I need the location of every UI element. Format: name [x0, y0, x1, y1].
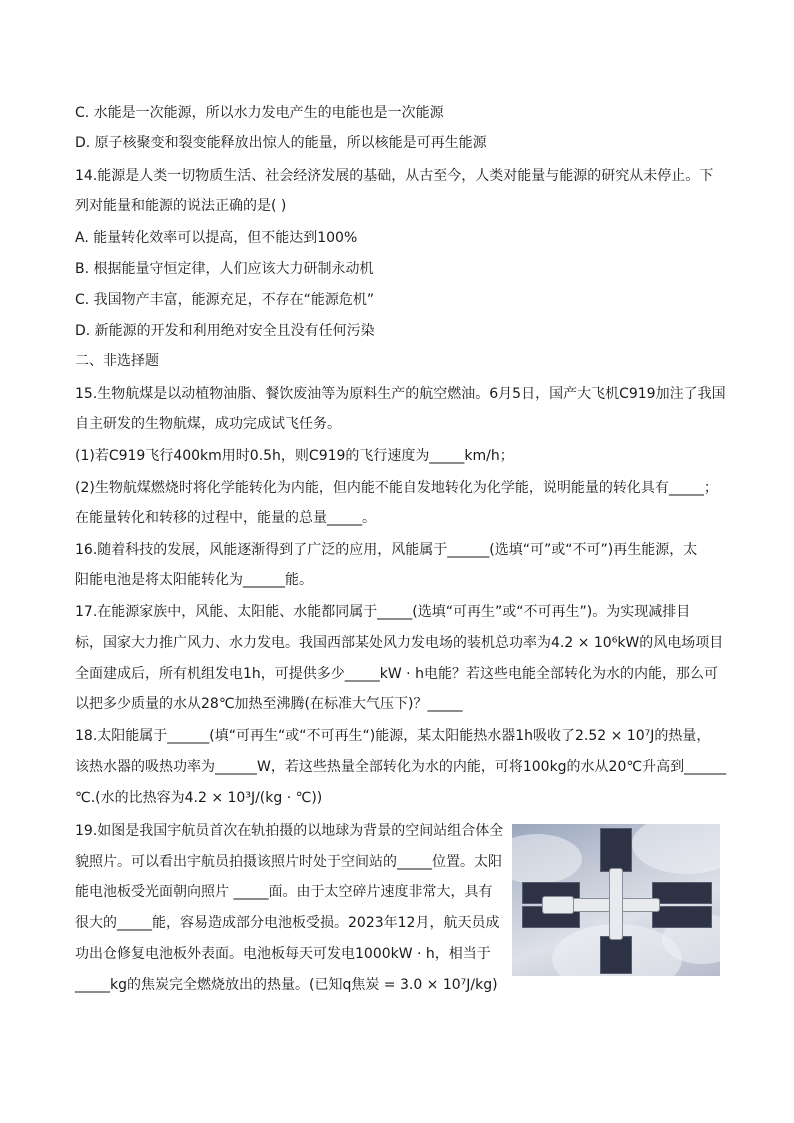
- question-15-stem: 15.生物航煤是以动植物油脂、餐饮废油等为原料生产的航空燃油。6月5日，国产大飞机C919加注了我国: [75, 386, 726, 402]
- solar-panel: [600, 936, 632, 974]
- text-line: 貌照片。可以看出宇航员拍摄该照片时处于空间站的_____位置。太阳: [75, 854, 502, 870]
- space-station-photo: [512, 824, 720, 976]
- solar-panel: [652, 906, 712, 928]
- text-line: 列对能量和能源的说法正确的是( ): [75, 198, 287, 214]
- solar-panel: [652, 882, 712, 904]
- solar-panel: [600, 828, 632, 872]
- option-a: A. 能量转化效率可以提高，但不能达到100%: [75, 230, 358, 246]
- text-line: 标，国家大力推广风力、水力发电。我国西部某处风力发电场的装机总功率为4.2 × 10⁶kW的风电场项目: [75, 635, 724, 651]
- text-line: 很大的_____能，容易造成部分电池板受损。2023年12月，航天员成: [75, 915, 500, 931]
- option-d: D. 新能源的开发和利用绝对安全且没有任何污染: [75, 323, 375, 339]
- text-line: 自主研发的生物航煤，成功完成试飞任务。: [75, 416, 341, 432]
- text-line: C. 水能是一次能源，所以水力发电产生的电能也是一次能源: [75, 105, 444, 121]
- text-line: ℃.(水的比热容为4.2 × 10³J/(kg · ℃)): [75, 790, 323, 806]
- text-line: 全面建成后，所有机组发电1h，可提供多少_____kW · h电能？若这些电能全部转化为水的内能，那么可: [75, 666, 718, 682]
- option-c: C. 我国物产丰富，能源充足，不存在“能源危机”: [75, 292, 375, 308]
- text-line: (1)若C919飞行400km用时0.5h，则C919的飞行速度为_____km/h；: [75, 448, 514, 464]
- text-line: (2)生物航煤燃烧时将化学能转化为内能，但内能不能自发地转化为化学能，说明能量的转化具有_____；: [75, 480, 718, 496]
- text-line: 阳能电池是将太阳能转化为______能。: [75, 572, 313, 588]
- text-line: 以把多少质量的水从28℃加热至沸腾(在标准大气压下)？_____: [75, 696, 463, 712]
- text-line: 能电池板受光面朝向照片 _____面。由于太空碎片速度非常大，具有: [75, 884, 493, 900]
- text-line: 功出仓修复电池板外表面。电池板每天可发电1000kW · h，相当于: [75, 946, 491, 962]
- text-line: D. 原子核聚变和裂变能释放出惊人的能量，所以核能是可再生能源: [75, 135, 487, 151]
- question-17-stem: 17.在能源家族中，风能、太阳能、水能都同属于_____(选填“可再生”或“不可再生”)。为实现减排目: [75, 604, 691, 620]
- text-line: 在能量转化和转移的过程中，能量的总量_____。: [75, 510, 376, 526]
- option-b: B. 根据能量守恒定律，人们应该大力研制永动机: [75, 261, 374, 277]
- text-line: _____kg的焦炭完全燃烧放出的热量。(已知q焦炭 = 3.0 × 10⁷J/kg): [75, 977, 498, 993]
- section-heading: 二、非选择题: [75, 353, 159, 369]
- question-19-stem: 19.如图是我国宇航员首次在轨拍摄的以地球为背景的空间站组合体全: [75, 823, 504, 839]
- question-16-stem: 16.随着科技的发展，风能逐渐得到了广泛的应用，风能属于______(选填“可”或“不可”)再生能源，太: [75, 542, 698, 558]
- question-18-stem: 18.太阳能属于______(填“可再生“或“不可再生“)能源，某太阳能热水器1h吸收了2.52 × 10⁷J的热量，: [75, 728, 711, 744]
- station-node-module: [609, 868, 623, 940]
- question-14-stem: 14.能源是人类一切物质生活、社会经济发展的基础，从古至今，人类对能量与能源的研究从未停止。下: [75, 168, 714, 184]
- text-line: 该热水器的吸热功率为______W，若这些热量全部转化为水的内能，可将100kg的水从20℃升高到______: [75, 759, 727, 775]
- station-lab-module: [542, 896, 574, 914]
